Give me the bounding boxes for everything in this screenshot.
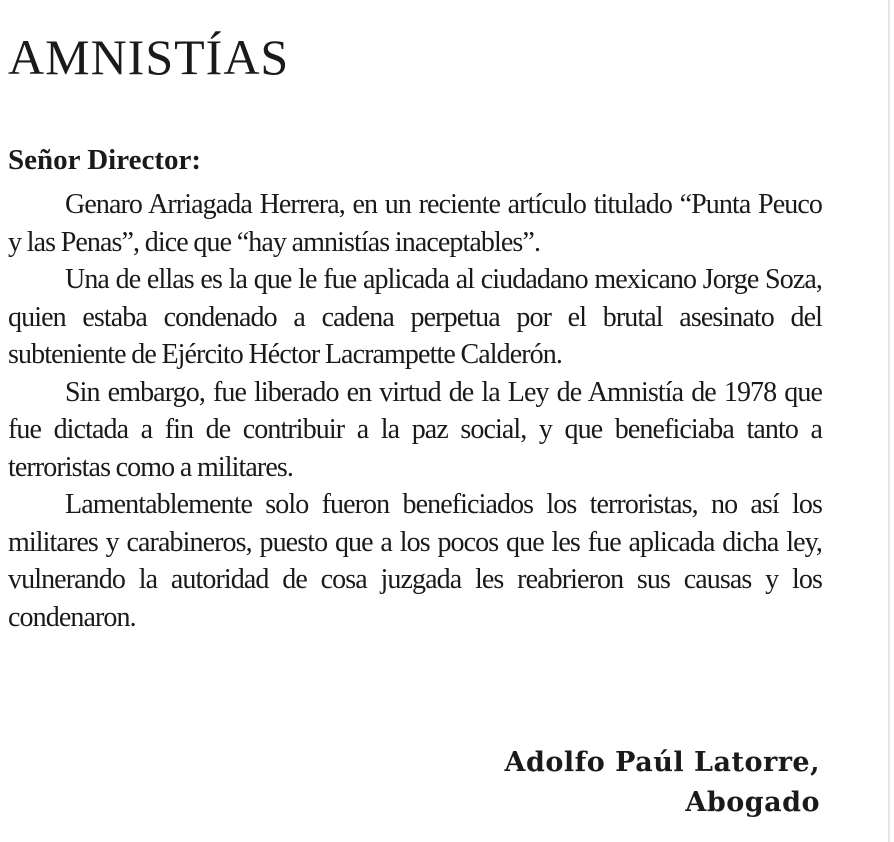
salutation: Señor Director: xyxy=(8,144,202,176)
signature-role: Abogado xyxy=(685,787,820,818)
paragraph: Lamentablemente solo fueron beneficiados los terroristas, no así los militares y carabineros, puesto que a los pocos que les fue aplicada dicha ley, vulnerando la autoridad de cosa juzgada les reabrieron sus causas y los condenaron. xyxy=(8,489,822,633)
paragraph: Sin embargo, fue liberado en virtud de la Ley de Amnistía de 1978 que fue dictada a fin de contribuir a la paz social, y que beneficiaba tanto a terroristas como a militares. xyxy=(8,376,822,483)
letter-body xyxy=(8,186,822,636)
signature-block xyxy=(505,743,820,823)
signature-name: Adolfo Paúl Latorre, xyxy=(504,747,820,778)
page-edge-divider xyxy=(888,0,890,842)
paragraph: Una de ellas es la que le fue aplicada al ciudadano mexicano Jorge Soza, quien estaba condenado a cadena perpetua por el brutal asesinato del subteniente de Ejército Héctor Lacrampette Calderón. xyxy=(8,264,822,370)
article-title: AMNISTÍAS xyxy=(8,29,290,85)
paragraph: Genaro Arriagada Herrera, en un reciente artículo titulado “Punta Peuco y las Penas”, dice que “hay amnistías inaceptables”. xyxy=(8,189,822,258)
